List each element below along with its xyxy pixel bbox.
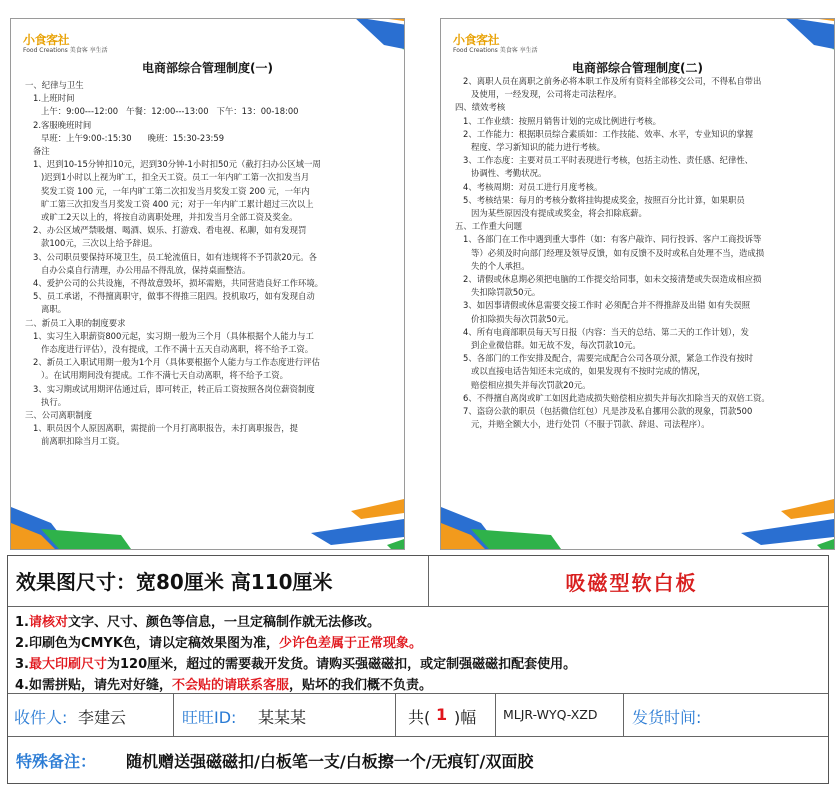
count-suffix: )幅 [454,708,477,727]
rule-line: 协调性、考勤状况。 [455,168,547,179]
effect-size-label: 效果图尺寸：宽80厘米 高110厘米 [16,570,333,594]
rule-line: 奖发工资 100 元，一年内旷工第二次扣发当月奖发工资 200 元，一年内 [25,185,310,196]
rule-line: 4、所有电商部职员每天写日报（内容：当天的总结、第二天的工作计划），发 [455,326,749,337]
rule-line: 4、爱护公司的公共设施，不得故意毁坏，损坏需赔，共同营造良好工作环境。 [25,278,324,289]
order-code-cell [496,694,624,736]
rule-line: 5、考核结果：每月的考核分数将挂钩提成奖金，按照百分比计算，如果职员 [455,194,745,205]
divider [428,556,429,606]
note-1-text: 文字、尺寸、颜色等信息，一旦定稿制作就无法修改。 [68,615,381,630]
note-2-text: 2.印刷色为CMYK色，请以定稿效果图为准， [15,636,279,651]
rule-line: 7、盗窃公款的职员（包括微信红包）凡是涉及私自挪用公款的现象，罚款500 [455,406,753,417]
rule-line: 三、公司离职制度 [25,410,92,421]
corner-decoration-top [714,18,835,55]
rule-line: 4、考核周期：对员工进行月度考核。 [455,181,603,192]
rule-line: 旷工第三次扣发当月奖发工资 400 元；对于一年内旷工累计超过三次以上 [25,198,314,209]
corner-decoration-bottom [441,489,834,549]
wangwang-label: 旺旺ID: [182,708,237,727]
logo-text: 小食客社 [453,33,500,47]
poster-title: 电商部综合管理制度(一) [142,61,273,75]
product-type: 吸磁型软白板 [565,571,698,595]
count-value: 1 [436,705,448,724]
note-3-text: 为120厘米，超过的需要裁开发货。请购买强磁磁扣，或定制强磁磁扣配套使用。 [107,657,577,672]
rule-line: 四、绩效考核 [455,102,506,113]
rule-line: 2.客服晚班时间 [25,119,92,130]
rule-line: 程度、学习新知识的能力进行考核。 [455,142,605,153]
rule-line: 2、新员工入职试用期一般为1个月（具体要根据个人能力与工作态度进行评估 [25,357,321,368]
note-1 [15,611,380,630]
rule-line: 6、不得擅自离岗或旷工如因此造成损失赔偿相应损失并每次扣除当天的双倍工资。 [455,392,770,403]
rules-text-block [25,79,392,449]
rule-line: 1、各部门在工作中遇到重大事件（如：有客户敲诈、同行投诉、客户工商投诉等 [455,234,762,245]
rule-line: 2、离职人员在离职之前务必将本职工作及所有资料全部移交公司，不得私自带出 [455,76,762,86]
rule-line: 上午：9:00---12:00 午餐：12:00---13:00 下午：13：00-18:00 [25,106,299,117]
rule-line: 3、工作态度：主要对员工平时表现进行考核，包括主动性、责任感、纪律性、 [455,155,754,166]
rule-line: 1、职员因个人原因离职，需提前一个月打离职报告，未打离职报告，提 [25,423,298,434]
rule-line: 1、迟到10-15分钟扣10元，迟到30分钟-1小时扣50元（截打扫办公区域一周 [25,159,321,170]
rule-line: ）。在试用期间没有提成。工作不满七天自动离职，将不给予工资。 [25,370,289,381]
rule-line: 价扣除损失每次罚款50元。 [455,313,574,324]
rule-line: 2、请假或休息期必须把电脑的工作提交给同事，如未交接清楚或失误造成相应损 [455,274,762,285]
order-code: MLJR-WYQ-XZD [503,707,598,722]
rule-line: 及使用，一经发现，公司将走司法程序。 [455,89,622,100]
rule-line: 二、新员工入职的制度要求 [25,317,126,328]
ship-time-cell [624,694,828,736]
note-3 [15,653,576,672]
poster-title: 电商部综合管理制度(二) [572,61,703,75]
note-2-highlight: 少许色差属于正常现象。 [278,636,422,651]
special-note-text: 随机赠送强磁磁扣/白板笔一支/白板擦一个/无痕钉/双面胶 [126,752,534,771]
size-row [8,556,828,607]
rule-line: 3、如因事请假或休息需要交接工作时 必须配合并不得推辞及出错 如有失误照 [455,300,751,311]
rule-line: 作态度进行评估），没有提成，工作不满十五天自动离职，将不给予工资。 [25,344,314,355]
rule-line: 2、办公区域严禁吸烟、喝酒、娱乐、打游戏、看电视、私聊，如有发现罚 [25,225,307,236]
rule-line: 五、工作重大问题 [455,221,522,232]
rule-line: 或旷工2天以上的，将按自动离职处理，并扣发当月全部工资及奖金。 [25,212,298,223]
wangwang-cell [174,694,396,736]
order-info-table [7,555,829,784]
ship-time-label: 发货时间: [632,708,702,727]
corner-decoration-top [284,18,405,55]
note-3-prefix: 3. [15,657,29,672]
rule-line: 等）必须及时向部门经理及领导反馈，如有反馈不及时或私自处理不当，造成损 [455,247,765,258]
rule-line: 到企业微信群。如无故不发，每次罚款10元。 [455,340,641,351]
count-prefix: 共( [408,708,431,727]
rule-line: 3、实习期或试用期评估通过后，即可转正，转正后工资按照各岗位薪资制度 [25,383,315,394]
rule-line: 1、实习生入职薪资800元起，实习期一般为三个月（具体根据个人能力与工 [25,330,314,341]
rules-text-block [455,75,822,431]
rule-line: 1、工作业绩：按照月销售计划的完成比例进行考核。 [455,115,661,126]
rule-line: 一、纪律与卫生 [25,80,84,90]
rule-line: 5、员工承诺，不得擅离职守，做事不得推三阻四。投机取巧，如有发现自动 [25,291,315,302]
wangwang-value: 某某某 [258,708,307,727]
poster-management-rules-1 [10,18,405,550]
rule-line: 元，并赔全额大小，进行处罚（不服于罚款、辞退、司法程序）。 [455,419,710,430]
count-cell [396,694,496,736]
note-4 [15,674,432,693]
notes-row [8,607,828,694]
note-1-highlight: 请核对 [28,615,68,630]
logo-subtext: Food Creations 美食客 享生活 [453,47,538,54]
rule-line: 赔偿相应损失并每次罚款20元。 [455,379,591,390]
rule-line: 因为某些原因没有提成或奖金，将会扣除底薪。 [455,208,647,219]
corner-decoration-bottom [11,489,404,549]
rule-line: 失扣除罚款50元。 [455,287,541,298]
rule-line: 离职。 [25,304,67,315]
note-3-highlight: 最大印刷尺寸 [28,657,107,672]
recipient-name: 李建云 [78,708,127,727]
recipient-cell [8,694,174,736]
recipient-label: 收件人: [14,708,68,727]
rule-line: 失的个人承担。 [455,260,530,271]
rule-line: 备注 [25,146,50,157]
note-4-text: 4.如需拼贴，请先对好缝， [15,678,172,693]
logo-text: 小食客社 [23,33,70,47]
logo-subtext: Food Creations 美食客 享生活 [23,47,108,54]
rule-line: 或以直接电话告知还未完成的，如果发现有不按时完成的情况， [455,366,706,377]
rule-line: 自办公桌自行清理，办公用品不得乱放，保持桌面整洁。 [25,264,251,275]
rule-line: 执行。 [25,396,67,407]
special-note-row [8,737,828,783]
rule-line: 前离职扣除当月工资。 [25,436,125,447]
shipping-row [8,694,828,737]
note-4-highlight: 不会贴的请联系客服 [171,678,289,693]
poster-management-rules-2 [440,18,835,550]
rule-line: 2、工作能力：根据职员综合素质如：工作技能、效率、水平，专业知识的掌握 [455,128,754,139]
rule-line: 1.上班时间 [25,93,75,104]
note-4-text-end: ，贴坏的我们概不负责。 [289,678,433,693]
note-2 [15,632,422,651]
note-1-prefix: 1. [15,615,29,630]
rule-line: 款100元，三次以上给予辞退。 [25,238,158,249]
rule-line: )迟到1小时以上视为旷工，扣全天工资。员工一年内旷工第一次扣发当月 [25,172,310,183]
rule-line: 5、各部门的工作安排及配合，需要完成配合公司各项分派，紧急工作没有按时 [455,353,754,364]
special-note-label: 特殊备注： [16,752,97,771]
rule-line: 早班：上午9:00-:15:30 晚班：15:30-23:59 [25,132,225,143]
rule-line: 3、公司职员要保持环境卫生，员工轮流值日，如有违规将不予罚款20元。各 [25,251,317,262]
